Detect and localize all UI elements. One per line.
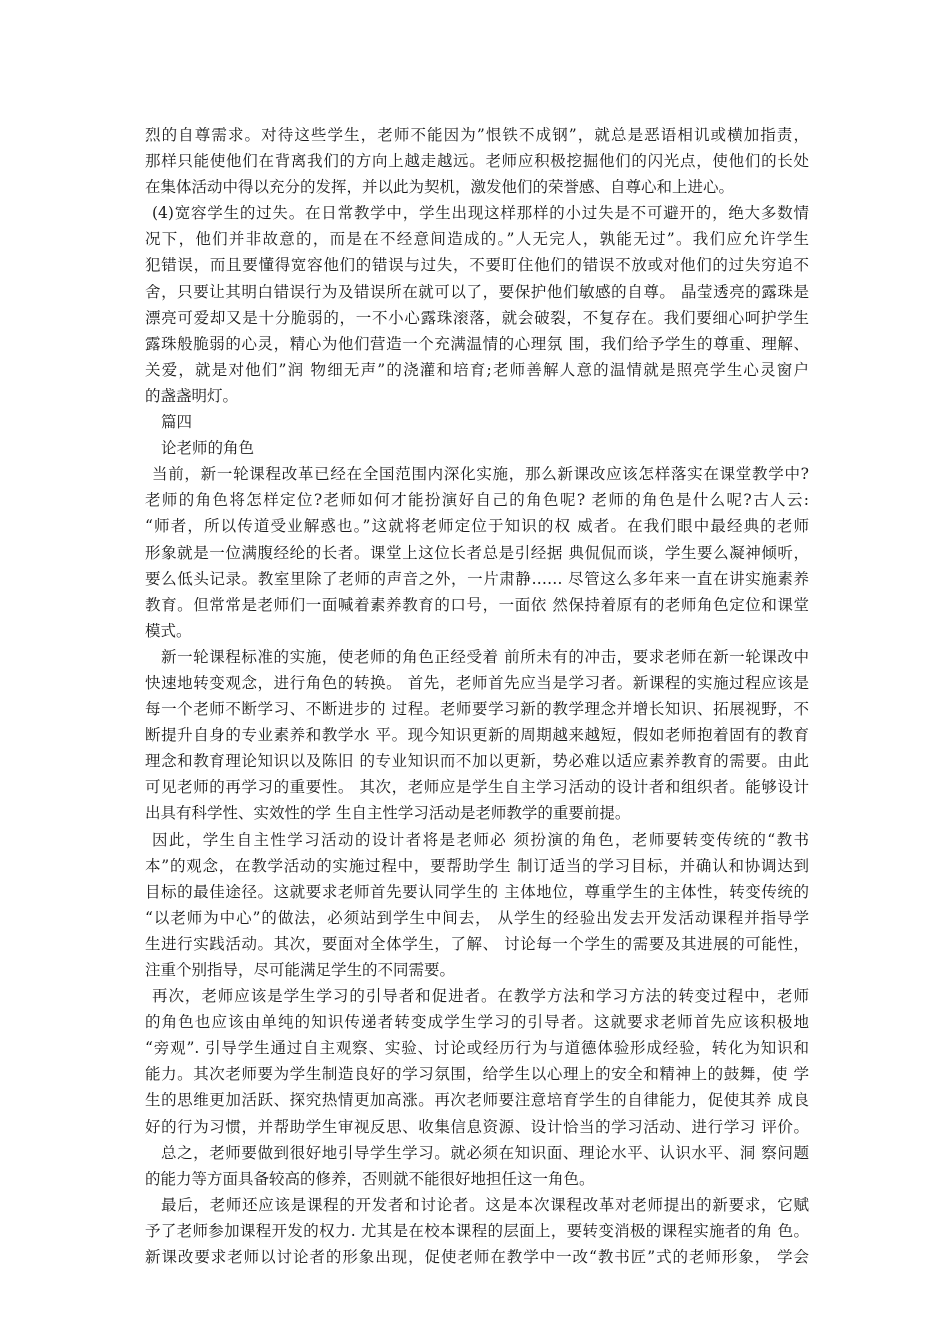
text-line: 予了老师参加课程开发的权力. 尤其是在校本课程的层面上，要转变消极的课程实施者的角 色。 bbox=[145, 1221, 809, 1240]
text-line: 最后，老师还应该是课程的开发者和讨论者。这是本次课程改革对老师提出的新要求，它赋 bbox=[161, 1195, 809, 1214]
text-line: 论老师的角色 bbox=[161, 439, 255, 458]
text-line: 况下，他们并非故意的，而是在不经意间造成的。”人无完人，孰能无过”。我们应允许学生 bbox=[145, 230, 809, 249]
text-line: 的角色也应该由单纯的知识传递者转变成学生学习的引导者。这就要求老师首先应该积极地 bbox=[145, 1013, 809, 1032]
text-line: 出具有科学性、实效性的学 生自主性学习活动是老师教学的重要前提。 bbox=[145, 804, 631, 823]
text-line: 理念和教育理论知识以及陈旧 的专业知识而不加以更新，势必难以适应素养教育的需要。由此 bbox=[145, 752, 809, 771]
text-line: 漂亮可爱却又是十分脆弱的，一不小心露珠滚落，就会破裂，不复存在。我们要细心呵护学生 bbox=[145, 308, 809, 327]
text-line: 断提升自身的专业素养和教学水 平。现今知识更新的周期越来越短，假如老师抱着固有的教育 bbox=[145, 726, 809, 745]
text-line: 烈的自尊需求。对待这些学生，老师不能因为”恨铁不成钢”，就总是恶语相讥或横加指责， bbox=[145, 126, 809, 144]
text-line: 再次，老师应该是学生学习的引导者和促进者。在教学方法和学习方法的转变过程中，老师 bbox=[152, 987, 809, 1006]
text-line: 快速地转变观念，进行角色的转换。 首先，老师首先应当是学习者。新课程的实施过程应该是 bbox=[145, 673, 809, 692]
text-line: “师者，所以传道受业解惑也。”这就将老师定位于知识的权 威者。在我们眼中最经典的老师 bbox=[145, 517, 809, 536]
text-line: 新一轮课程标准的实施，使老师的角色正经受着 前所未有的冲击，要求老师在新一轮课改中 bbox=[161, 647, 809, 666]
text-line: 本”的观念，在教学活动的实施过程中，要帮助学生 制订适当的学习目标，并确认和协调达到 bbox=[145, 856, 809, 875]
text-line: 可见老师的再学习的重要性。 其次，老师应是学生自主学习活动的设计者和组织者。能够设计 bbox=[145, 778, 809, 797]
text-line: 篇四 bbox=[161, 413, 193, 432]
text-line: 当前，新一轮课程改革已经在全国范围内深化实施，那么新课改应该怎样落实在课堂教学中? bbox=[152, 465, 809, 484]
text-line: 老师的角色将怎样定位?老师如何才能扮演好自己的角色呢? 老师的角色是什么呢?古人云: bbox=[145, 491, 809, 510]
text-line: 模式。 bbox=[145, 621, 192, 640]
text-line: 因此，学生自主性学习活动的设计者将是老师必 须扮演的角色，老师要转变传统的“教书 bbox=[152, 830, 809, 849]
text-line: 形象就是一位满腹经纶的长者。课堂上这位长者总是引经据 典侃侃而谈，学生要么凝神倾听， bbox=[145, 543, 809, 562]
text-line: 在集体活动中得以充分的发挥，并以此为契机，激发他们的荣誉感、自尊心和上进心。 bbox=[145, 178, 735, 197]
text-line: 好的行为习惯，并帮助学生审视反思、收集信息资源、设计恰当的学习活动、进行学习 评价。 bbox=[145, 1117, 809, 1136]
text-line: “以老师为中心”的做法，必须站到学生中间去， 从学生的经验出发去开发活动课程并指导学 bbox=[145, 908, 809, 927]
text-line: 关爱，就是对他们”润 物细无声”的浇灌和培育;老师善解人意的温情就是照亮学生心灵窗户 bbox=[145, 360, 809, 379]
text-line: 的盏盏明灯。 bbox=[145, 386, 239, 405]
text-line: 生进行实践活动。其次，要面对全体学生，了解、 讨论每一个学生的需要及其进展的可能性， bbox=[145, 934, 809, 953]
text-line: 犯错误，而且要懂得宽容他们的错误与过失，不要盯住他们的错误不放或对他们的过失穷追不 bbox=[145, 256, 809, 275]
text-line: “旁观”. 引导学生通过自主观察、实验、讨论或经历行为与道德体验形成经验，转化为知识和 bbox=[145, 1039, 809, 1058]
text-line: 生的思维更加活跃、探究热情更加高涨。再次老师要注意培育学生的自律能力，促使其养 成良 bbox=[145, 1091, 809, 1110]
text-line: 新课改要求老师以讨论者的形象出现，促使老师在教学中一改“教书匠”式的老师形象， 学会 bbox=[145, 1248, 809, 1267]
text-line: 每一个老师不断学习、不断进步的 过程。老师要学习新的教学理念并增长知识、拓展视野，不 bbox=[145, 700, 809, 719]
text-line: 教育。但常常是老师们一面喊着素养教育的口号，一面依 然保持着原有的老师角色定位和课堂 bbox=[145, 595, 809, 614]
text-line: 露珠般脆弱的心灵，精心为他们营造一个充满温情的心理氛 围，我们给予学生的尊重、理解、 bbox=[145, 334, 809, 353]
document-page bbox=[145, 122, 809, 1270]
text-line: 总之，老师要做到很好地引导学生学习。就必须在知识面、理论水平、认识水平、洞 察问题 bbox=[161, 1143, 809, 1162]
text-line: 目标的最佳途径。这就要求老师首先要认同学生的 主体地位，尊重学生的主体性，转变传统的 bbox=[145, 882, 809, 901]
text-line: 舍，只要让其明白错误行为及错误所在就可以了，要保护他们敏感的自尊。 晶莹透亮的露珠是 bbox=[145, 282, 809, 301]
text-line: (4)宽容学生的过失。在日常教学中，学生出现这样那样的小过失是不可避开的，绝大多数情 bbox=[152, 204, 809, 223]
text-line: 注重个别指导，尽可能满足学生的不同需要。 bbox=[145, 961, 456, 979]
text-line: 要么低头记录。教室里除了老师的声音之外，一片肃静…… 尽管这么多年来一直在讲实施素养 bbox=[145, 569, 809, 588]
text-line: 那样只能使他们在背离我们的方向上越走越远。老师应积极挖掘他们的闪光点，使他们的长处 bbox=[145, 152, 809, 171]
text-line: 的能力等方面具备较高的修养，否则就不能很好地担任这一角色。 bbox=[145, 1169, 595, 1188]
text-line: 能力。其次老师要为学生制造良好的学习氛围，给学生以心理上的安全和精神上的鼓舞，使 学 bbox=[145, 1065, 809, 1084]
